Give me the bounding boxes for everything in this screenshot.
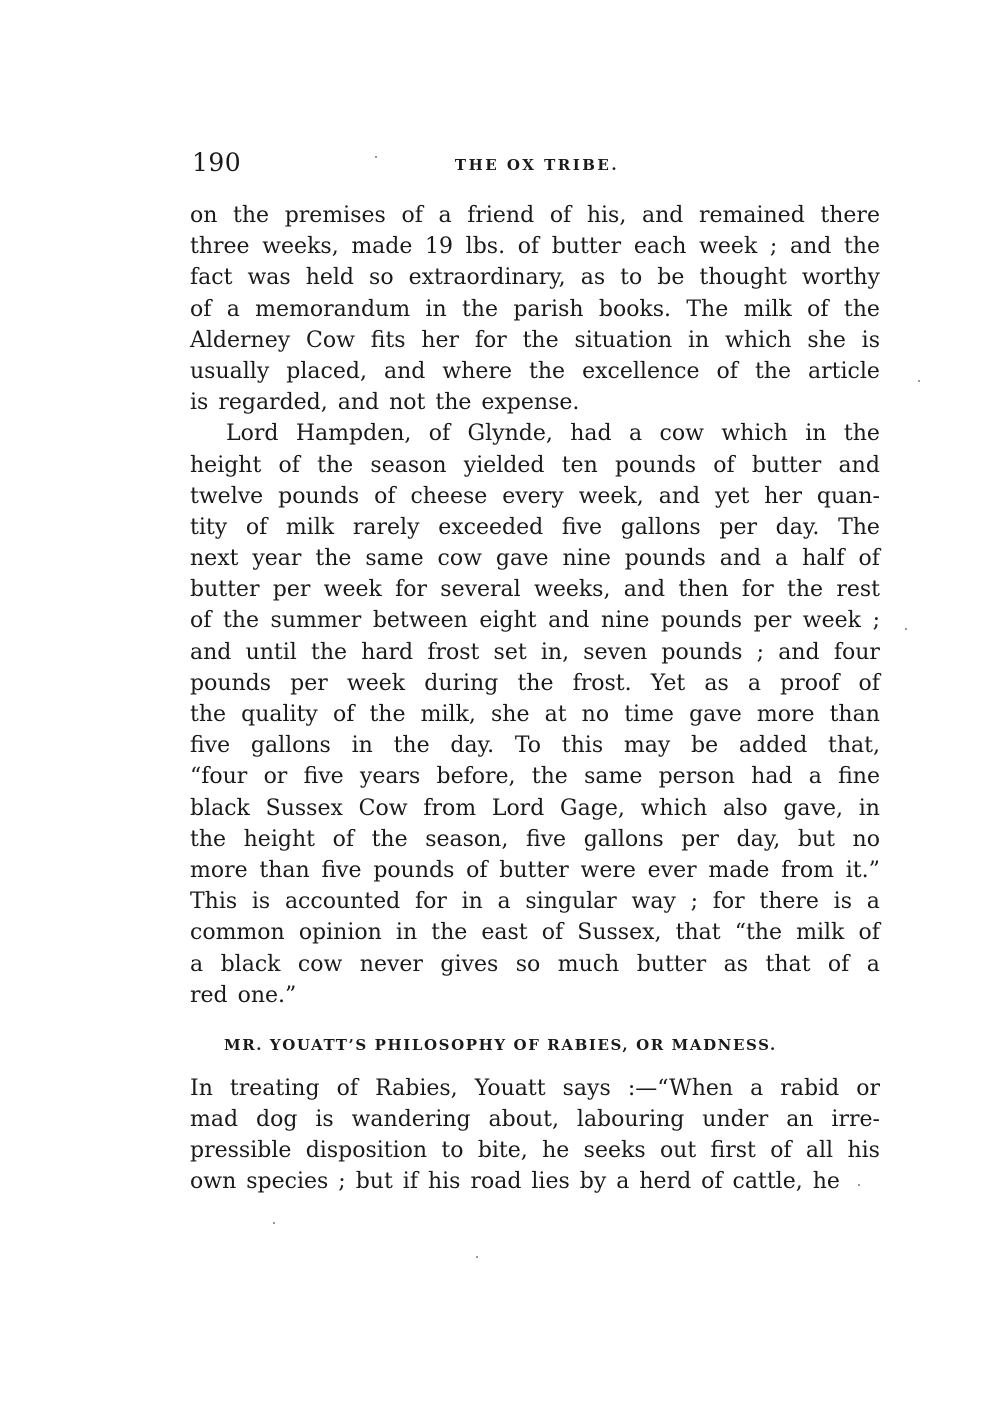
page-header: [192, 148, 882, 184]
text-line: height of the season yielded ten pounds of butter and: [190, 452, 880, 478]
paragraph: [190, 418, 880, 1011]
scan-speck: [273, 1222, 275, 1224]
text-line: black Sussex Cow from Lord Gage, which also gave, in: [190, 795, 880, 821]
text-line: next year the same cow gave nine pounds and a half of: [190, 546, 880, 572]
scan-speck: [918, 380, 920, 382]
text-line: tity of milk rarely exceeded five gallons per day. The: [190, 514, 880, 540]
text-line: This is accounted for in a singular way ; for there is a: [190, 889, 880, 915]
scan-speck: [375, 156, 377, 158]
scan-speck: [858, 1184, 860, 1186]
text-line: fact was held so extraordinary, as to be thought worthy: [190, 265, 880, 291]
page-number: 190: [192, 148, 242, 177]
section-heading: MR. YOUATT’S PHILOSOPHY OF RABIES, OR MADNESS.: [224, 1035, 777, 1054]
text-line: Lord Hampden, of Glynde, had a cow which in the: [226, 421, 880, 447]
text-line: mad dog is wandering about, labouring under an irre-: [190, 1107, 880, 1133]
text-line: own species ; but if his road lies by a herd of cattle, he: [190, 1169, 840, 1195]
scan-speck: [905, 628, 907, 630]
text-line: Alderney Cow fits her for the situation in which she is: [190, 327, 880, 353]
text-line: red one.”: [190, 982, 297, 1008]
text-line: butter per week for several weeks, and then for the rest: [190, 577, 880, 603]
text-line: of a memorandum in the parish books. The milk of the: [190, 296, 880, 322]
text-line: the height of the season, five gallons per day, but no: [190, 826, 880, 852]
text-line: pounds per week during the frost. Yet as a proof of: [190, 670, 880, 696]
text-line: common opinion in the east of Sussex, that “the milk of: [190, 920, 880, 946]
paragraph: [190, 1073, 880, 1198]
body-text: [190, 200, 880, 1198]
running-head: THE OX TRIBE.: [454, 156, 620, 174]
text-line: five gallons in the day. To this may be added that,: [190, 733, 880, 759]
scan-speck: [476, 1256, 478, 1258]
text-line: is regarded, and not the expense.: [190, 390, 580, 416]
text-line: and until the hard frost set in, seven pounds ; and four: [190, 639, 880, 665]
text-line: “four or five years before, the same person had a fine: [190, 764, 880, 790]
text-line: of the summer between eight and nine pounds per week ;: [190, 608, 880, 634]
text-line: a black cow never gives so much butter as that of a: [190, 951, 880, 977]
text-line: more than five pounds of butter were ever made from it.”: [190, 857, 880, 883]
text-line: three weeks, made 19 lbs. of butter each week ; and the: [190, 234, 880, 260]
text-line: on the premises of a friend of his, and remained there: [190, 203, 880, 228]
text-line: twelve pounds of cheese every week, and yet her quan-: [190, 483, 880, 509]
paragraph: [190, 200, 880, 418]
text-line: pressible disposition to bite, he seeks out first of all his: [190, 1138, 880, 1164]
text-line: the quality of the milk, she at no time gave more than: [190, 702, 880, 727]
text-line: usually placed, and where the excellence of the article: [190, 358, 880, 384]
text-line: In treating of Rabies, Youatt says :—“When a rabid or: [190, 1075, 880, 1101]
